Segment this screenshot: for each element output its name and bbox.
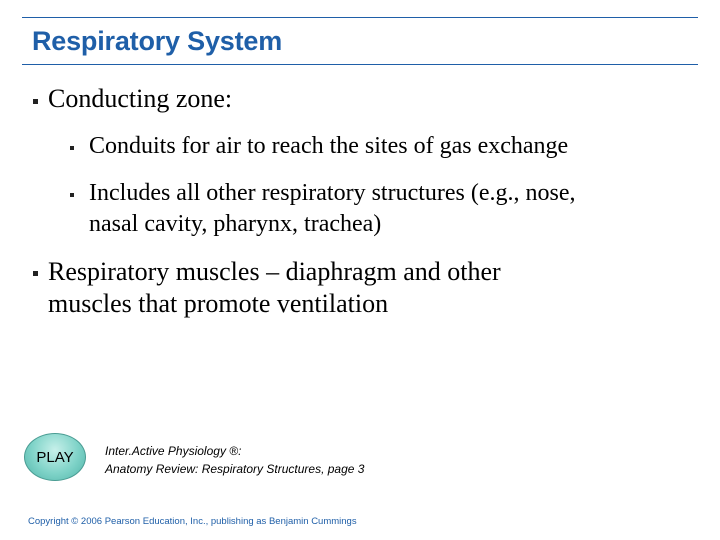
sub-bullet-conduits: Conduits for air to reach the sites of gas exchange (89, 133, 569, 159)
bullet-conducting-zone: Conducting zone: (48, 84, 233, 113)
bullet-muscles-line2: muscles that promote ventilation (48, 289, 389, 318)
title-underline (22, 64, 698, 65)
slide-title: Respiratory System (32, 26, 283, 56)
top-rule (22, 17, 698, 18)
bullet-marker (33, 271, 38, 276)
sub-bullet-includes-line1: Includes all other respiratory structures (e.g., nose, (89, 180, 576, 206)
play-button[interactable] (24, 433, 86, 481)
sub-bullet-includes-line2: nasal cavity, pharynx, trachea) (89, 211, 382, 237)
play-button-label: PLAY (36, 448, 74, 466)
sub-bullet-marker (70, 193, 74, 197)
copyright-footer: Copyright © 2006 Pearson Education, Inc., publishing as Benjamin Cummings (28, 516, 357, 527)
sub-bullet-marker (70, 146, 74, 150)
interactive-physiology-subtitle: Anatomy Review: Respiratory Structures, page 3 (105, 462, 365, 476)
bullet-muscles-line1: Respiratory muscles – diaphragm and other (48, 257, 501, 286)
bullet-marker (33, 99, 38, 104)
interactive-physiology-title: Inter.Active Physiology ®: (105, 444, 242, 458)
